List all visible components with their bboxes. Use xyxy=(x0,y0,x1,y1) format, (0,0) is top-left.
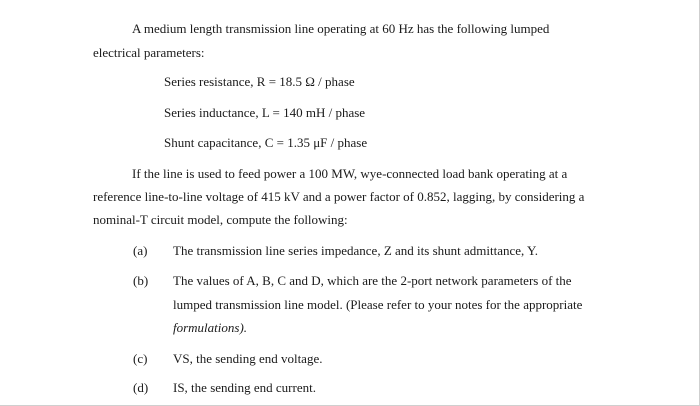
item-b-text-3: formulations). xyxy=(173,320,248,335)
question-line-1 xyxy=(132,166,567,182)
item-b-label xyxy=(133,273,148,289)
question-line-2-text: reference line-to-line voltage of 415 kV and a power factor of 0.852, lagging, by considering a xyxy=(93,189,585,204)
param-inductance-text: Series inductance, L = 140 mH / phase xyxy=(164,105,366,120)
item-b-text-line-2 xyxy=(173,297,582,313)
item-b-text-line-3 xyxy=(173,320,247,336)
item-c-label xyxy=(133,351,147,367)
param-resistance-text: Series resistance, R = 18.5 Ω / phase xyxy=(164,74,355,89)
item-a-text xyxy=(173,243,538,259)
item-c-text xyxy=(173,351,322,367)
item-a-text-1: The transmission line series impedance, Z and its shunt admittance, Y. xyxy=(173,243,539,258)
question-line-2 xyxy=(93,189,584,205)
item-b-text-line-1 xyxy=(173,273,572,289)
intro-line-2 xyxy=(93,45,205,61)
question-line-3-text: nominal-T circuit model, compute the following: xyxy=(93,212,348,227)
question-line-3 xyxy=(93,212,348,228)
intro-line-1 xyxy=(132,21,549,37)
param-capacitance-text: Shunt capacitance, C = 1.35 μF / phase xyxy=(164,135,368,150)
item-d-label-text: (d) xyxy=(133,380,149,395)
question-line-1-text: If the line is used to feed power a 100 MW, wye-connected load bank operating at a xyxy=(132,166,568,181)
item-d-text xyxy=(173,380,316,396)
param-inductance xyxy=(164,105,365,121)
item-c-text-1: VS, the sending end voltage. xyxy=(173,351,323,366)
item-b-text-1: The values of A, B, C and D, which are the 2-port network parameters of the xyxy=(173,273,572,288)
intro-line-2-text: electrical parameters: xyxy=(93,45,205,60)
item-d-label xyxy=(133,380,148,396)
item-a-label xyxy=(133,243,147,259)
item-c-label-text: (c) xyxy=(133,351,148,366)
item-d-text-1: IS, the sending end current. xyxy=(173,380,316,395)
item-b-text-2: lumped transmission line model. (Please refer to your notes for the appropriate xyxy=(173,297,583,312)
item-b-label-text: (b) xyxy=(133,273,149,288)
item-a-label-text: (a) xyxy=(133,243,148,258)
param-resistance xyxy=(164,74,355,90)
param-capacitance xyxy=(164,135,367,151)
intro-line-1-text: A medium length transmission line operating at 60 Hz has the following lumped xyxy=(132,21,550,36)
